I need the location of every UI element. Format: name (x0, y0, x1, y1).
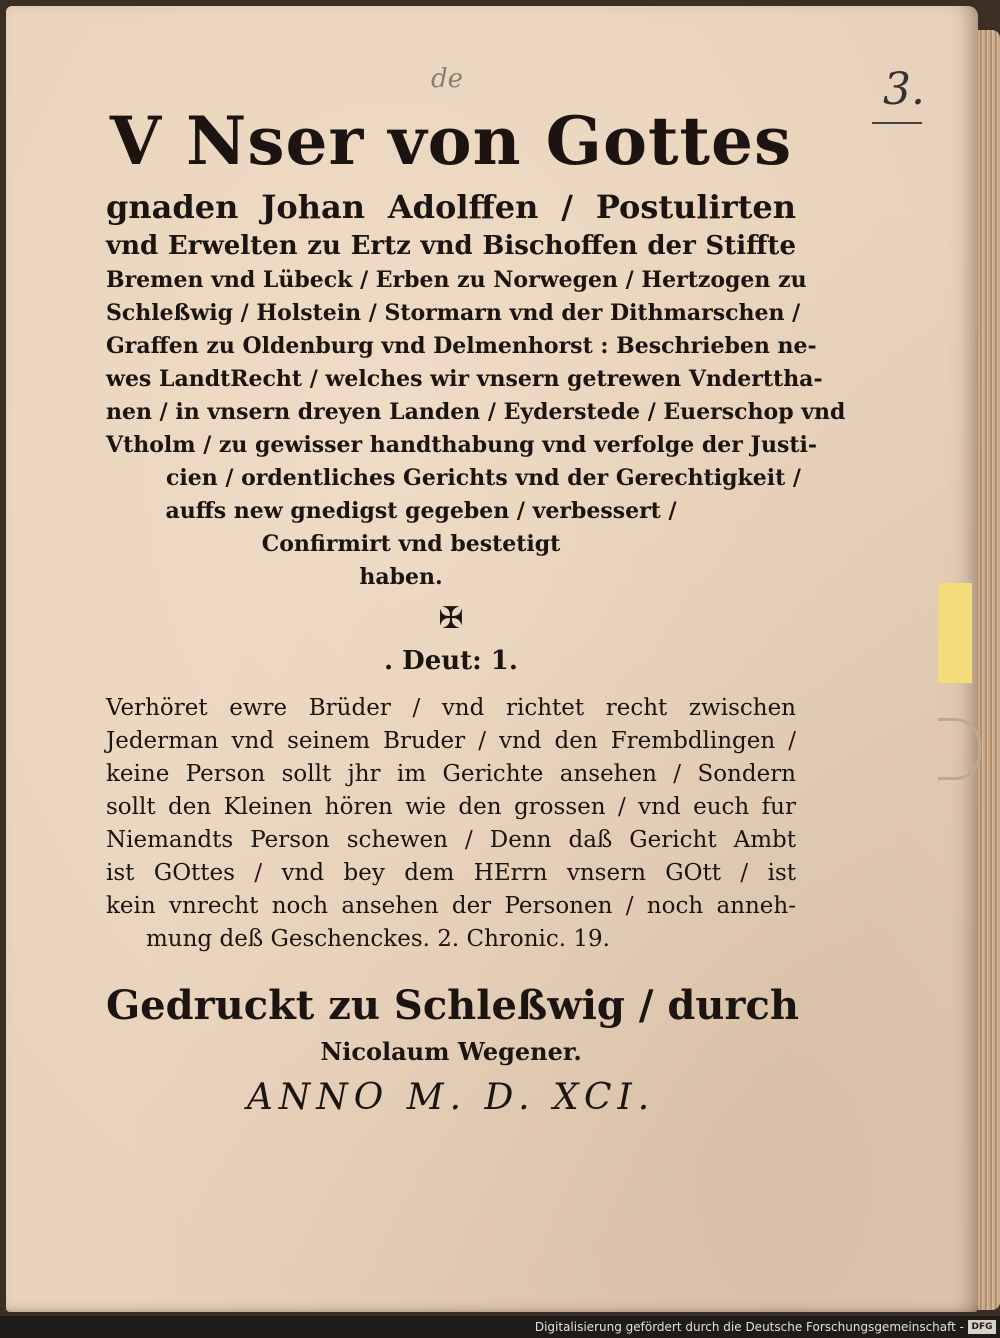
quote-line-2: Jederman vnd seinem Bruder / vnd den Frembdlingen / (106, 728, 796, 754)
quote-line-5: Niemandts Person schewen / Denn daß Gericht Ambt (106, 827, 796, 853)
quote-line-3: keine Person sollt jhr im Gerichte ansehen / Sondern (106, 761, 796, 787)
imprint-year: ANNO M. D. XCI. (246, 1077, 656, 1118)
page-number-underline (872, 122, 922, 124)
quote-line-6: ist GOttes / vnd bey dem HErrn vnsern GOtt / ist (106, 860, 796, 886)
title-line-8: Vtholm / zu gewisser handthabung vnd verfolge der Justi- (106, 432, 817, 458)
quote-line-4: sollt den Kleinen hören wie den grossen / vnd euch fur (106, 794, 796, 820)
quote-line-1: Verhöret ewre Brüder / vnd richtet recht zwischen (106, 695, 796, 721)
title-line-12: haben. (359, 564, 443, 590)
page-number: 3. (883, 64, 925, 115)
headline: V Nser von Gottes (109, 102, 793, 180)
page-edges (978, 30, 1000, 1310)
digitization-footer (0, 1316, 1000, 1338)
title-line-11: Confirmirt vnd bestetigt (261, 531, 561, 557)
document-page (6, 6, 978, 1312)
printer-name: Nicolaum Wegener. (320, 1037, 582, 1066)
quote-line-8: mung deß Geschenckes. 2. Chronic. 19. (146, 926, 610, 952)
title-line-1: gnaden Johan Adolffen / Postulirten (106, 188, 796, 226)
title-line-9: cien / ordentliches Gerichts vnd der Gerechtigkeit / (166, 465, 801, 491)
title-line-7: nen / in vnsern dreyen Landen / Eyderstede / Euerschop vnd (106, 399, 846, 425)
ornament-icon: ✠ (438, 601, 464, 636)
printer-line: Gedruckt zu Schleßwig / durch (106, 982, 799, 1029)
title-line-4: Schleßwig / Holstein / Stormarn vnd der Dithmarschen / (106, 300, 801, 326)
citation: . Deut: 1. (384, 646, 518, 676)
title-line-6: wes LandtRecht / welches wir vnsern getrewen Vnderttha- (106, 366, 823, 392)
title-line-10: auffs new gnedigst gegeben / verbessert / (165, 498, 677, 524)
title-line-2: vnd Erwelten zu Ertz vnd Bischoffen der Stiffte (106, 231, 796, 261)
footer-text: Digitalisierung gefördert durch die Deutsche Forschungsgemeinschaft - (534, 1320, 964, 1334)
title-line-5: Graffen zu Oldenburg vnd Delmenhorst : Beschrieben ne- (106, 333, 817, 359)
scripture-quote (106, 692, 796, 956)
dfg-logo: DFG (968, 1320, 996, 1334)
title-page-content (106, 96, 846, 1126)
pencil-note: de (431, 64, 464, 94)
title-line-3: Bremen vnd Lübeck / Erben zu Norwegen / Hertzogen zu (106, 267, 807, 293)
paper-clip (938, 718, 981, 780)
bookmark-tab (938, 583, 972, 683)
quote-line-7: kein vnrecht noch ansehen der Personen / noch anneh- (106, 893, 796, 919)
